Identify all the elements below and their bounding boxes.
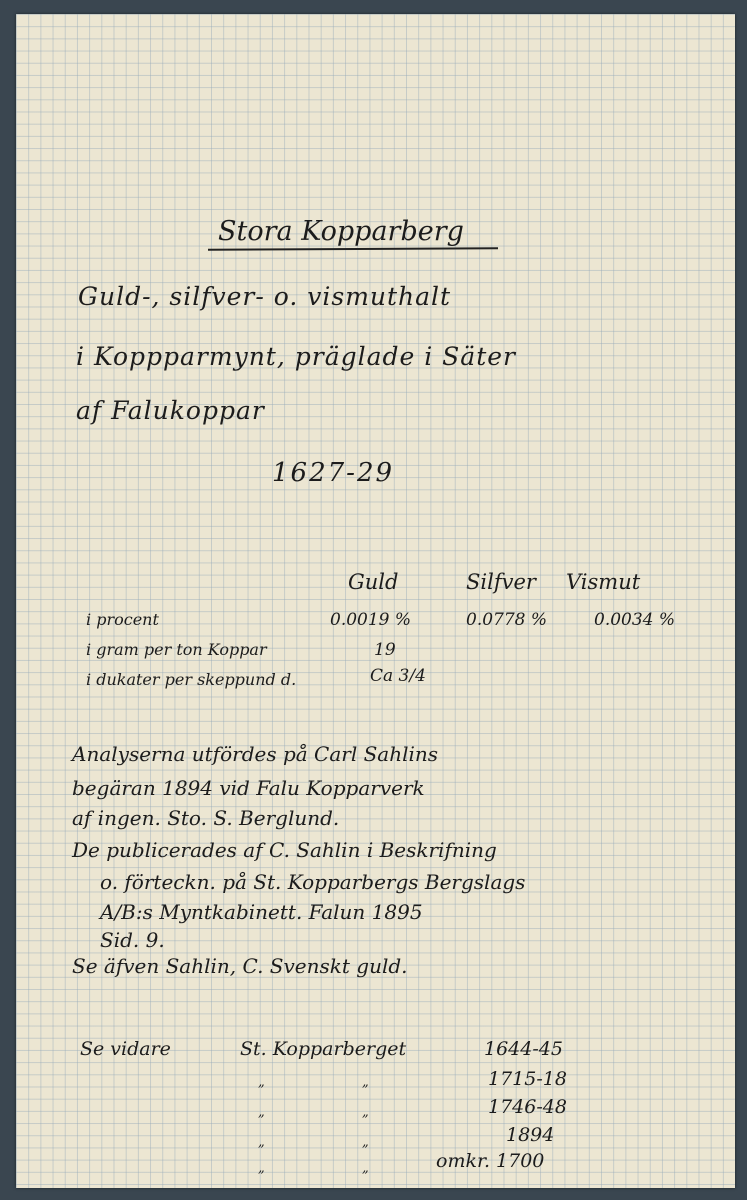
column-header-vismut: Vismut bbox=[566, 570, 641, 594]
page-title: Stora Kopparberg bbox=[218, 216, 464, 247]
reference-lead: Se vidare bbox=[80, 1038, 171, 1060]
note-line-7: Sid. 9. bbox=[100, 928, 165, 952]
row-label-gram: i gram per ton Koppar bbox=[86, 640, 267, 659]
subtitle-line-3: af Falukoppar bbox=[76, 396, 265, 425]
note-line-3: af ingen. Sto. S. Berglund. bbox=[72, 806, 340, 830]
reference-year-5: omkr. 1700 bbox=[436, 1150, 545, 1172]
reference-year-1: 1644-45 bbox=[484, 1038, 563, 1060]
note-line-5: o. förteckn. på St. Kopparbergs Bergslags bbox=[100, 870, 526, 894]
ditto-mark: „ bbox=[362, 1135, 369, 1150]
value-vismut-procent: 0.0034 % bbox=[594, 610, 676, 630]
year-range: 1627-29 bbox=[272, 458, 395, 488]
reference-year-3: 1746-48 bbox=[488, 1096, 567, 1118]
column-header-guld: Guld bbox=[348, 570, 399, 594]
ditto-mark: „ bbox=[258, 1135, 265, 1150]
ditto-mark: „ bbox=[258, 1161, 265, 1176]
ditto-mark: „ bbox=[362, 1161, 369, 1176]
column-header-silfver: Silfver bbox=[466, 570, 536, 594]
value-silfver-procent: 0.0778 % bbox=[466, 610, 548, 630]
ledger-page bbox=[16, 14, 735, 1188]
reference-name: St. Kopparberget bbox=[240, 1038, 407, 1060]
reference-year-2: 1715-18 bbox=[488, 1068, 567, 1090]
row-label-procent: i procent bbox=[86, 610, 159, 629]
ditto-mark: „ bbox=[362, 1075, 369, 1090]
subtitle-line-1: Guld-, silfver- o. vismuthalt bbox=[78, 282, 452, 311]
row-label-dukater: i dukater per skeppund d. bbox=[86, 670, 297, 689]
ditto-mark: „ bbox=[258, 1075, 265, 1090]
note-line-1: Analyserna utfördes på Carl Sahlins bbox=[72, 742, 439, 766]
note-line-8: Se äfven Sahlin, C. Svenskt guld. bbox=[72, 954, 408, 978]
reference-year-4: 1894 bbox=[506, 1124, 555, 1146]
value-guld-procent: 0.0019 % bbox=[330, 610, 412, 630]
note-line-6: A/B:s Myntkabinett. Falun 1895 bbox=[100, 900, 423, 924]
ditto-mark: „ bbox=[258, 1105, 265, 1120]
value-guld-gram: 19 bbox=[374, 640, 396, 660]
ditto-mark: „ bbox=[362, 1105, 369, 1120]
note-line-4: De publicerades af C. Sahlin i Beskrifning bbox=[72, 838, 497, 862]
subtitle-line-2: i Koppparmynt, präglade i Säter bbox=[76, 342, 517, 371]
note-line-2: begäran 1894 vid Falu Kopparverk bbox=[72, 776, 425, 800]
value-guld-dukater: Ca 3/4 bbox=[370, 666, 426, 686]
